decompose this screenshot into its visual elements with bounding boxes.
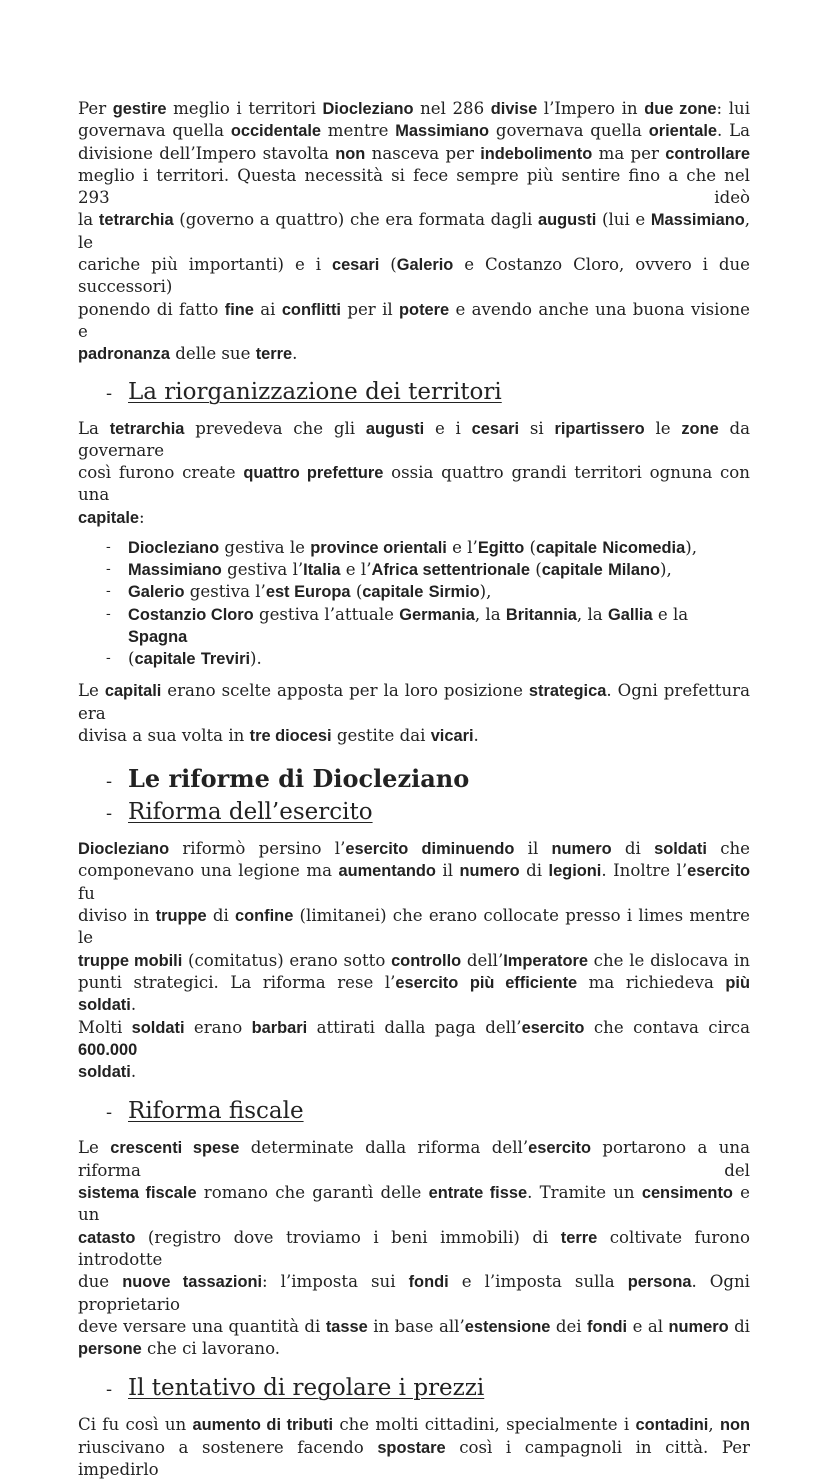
intro-paragraph (78, 98, 750, 366)
text-line: Ci fu così un aumento di tributi che molti cittadini, specialmente i contadini, non (78, 1415, 750, 1435)
text-line: Molti soldati erano barbari attirati dalla paga dell’esercito che contava circa 600.000 (78, 1017, 750, 1059)
text-line: governava quella occidentale mentre Massimiano governava quella orientale. La (78, 121, 750, 141)
list-item-text: (capitale Treviri). (128, 649, 262, 669)
prefetture-list (78, 537, 750, 670)
text-line: riuscivano a sostenere facendo spostare così i campagnoli in città. Per impedirlo (78, 1437, 750, 1479)
text-line: due nuove tassazioni: l’imposta sui fondi e l’imposta sulla persona. Ogni proprietario (78, 1272, 750, 1314)
list-item-text: Costanzio Cloro gestiva l’attuale Germania, la Britannia, la Gallia e la Spagna (128, 604, 689, 646)
heading-dash: - (106, 771, 113, 793)
heading-title: Riforma dell’esercito (128, 799, 373, 826)
text-line: sistema fiscale romano che garantì delle entrate fisse. Tramite un censimento e un (78, 1183, 750, 1225)
text-line: persone che ci lavorano. (78, 1339, 281, 1359)
list-item-text: Galerio gestiva l’est Europa (capitale Sirmio), (128, 582, 492, 602)
list-item-text: Massimiano gestiva l’Italia e l’Africa settentrionale (capitale Milano), (128, 560, 672, 580)
tetrarchia-paragraph (78, 418, 750, 529)
text-line: ponendo di fatto fine ai conflitti per il potere e avendo anche una buona visione e (78, 299, 750, 341)
bullet-dash: - (106, 650, 111, 667)
list-item (78, 559, 750, 581)
text-line: soldati. (78, 1062, 137, 1082)
heading-title: Riforma fiscale (128, 1098, 304, 1125)
text-line: componevano una legione ma aumentando il numero di legioni. Inoltre l’esercito fu (78, 861, 750, 903)
heading-dash: - (106, 803, 113, 825)
prezzi-paragraph (78, 1414, 750, 1481)
text-line: padronanza delle sue terre. (78, 344, 298, 364)
heading-title: Le riforme di Diocleziano (128, 764, 470, 794)
esercito-paragraph (78, 838, 750, 1083)
bullet-dash: - (106, 583, 111, 600)
text-line: così furono create quattro prefetture ossia quattro grandi territori ognuna con una (78, 463, 750, 505)
text-line: Diocleziano riformò persino l’esercito diminuendo il numero di soldati che (78, 839, 751, 859)
heading-fiscale (78, 1097, 750, 1127)
text-line: divisione dell’Impero stavolta non nasceva per indebolimento ma per controllare (78, 143, 750, 163)
text-line: Le crescenti spese determinate dalla riforma dell’esercito portarono a una riforma del (78, 1138, 750, 1180)
text-line: capitale: (78, 507, 145, 527)
text-line: truppe mobili (comitatus) erano sotto controllo dell’Imperatore che le dislocava in (78, 950, 750, 970)
heading-dash: - (106, 1379, 113, 1401)
text-line: catasto (registro dove troviamo i beni immobili) di terre coltivate furono introdotte (78, 1227, 750, 1269)
list-item (78, 648, 750, 670)
list-item (78, 581, 750, 603)
heading-dash: - (106, 1102, 113, 1124)
list-item (78, 604, 750, 648)
heading-dash: - (106, 382, 113, 404)
heading-prezzi (78, 1374, 750, 1404)
fiscale-paragraph (78, 1137, 750, 1360)
heading-title: Il tentativo di regolare i prezzi (128, 1375, 485, 1402)
text-line: punti strategici. La riforma rese l’esercito più efficiente ma richiedeva più soldati. (78, 972, 750, 1015)
bullet-dash: - (106, 539, 111, 556)
list-item-text: Diocleziano gestiva le province orientali e l’Egitto (capitale Nicomedia), (128, 538, 697, 558)
capitali-paragraph (78, 680, 750, 747)
text-line: La tetrarchia prevedeva che gli augusti e i cesari si ripartissero le zone da governare (78, 418, 751, 460)
heading-riforme (78, 765, 750, 796)
text-line: deve versare una quantità di tasse in base all’estensione dei fondi e al numero di (78, 1316, 750, 1336)
text-line: diviso in truppe di confine (limitanei) che erano collocate presso i limes mentre le (78, 906, 750, 948)
heading-riorganizzazione (78, 378, 750, 408)
text-line: cariche più importanti) e i cesari (Galerio e Costanzo Cloro, ovvero i due successori) (78, 255, 751, 297)
text-line: meglio i territori. Questa necessità si fece sempre più sentire fino a che nel 293 ideò (78, 165, 750, 208)
bullet-dash: - (106, 605, 111, 622)
text-line: divisa a sua volta in tre diocesi gestite dai vicari. (78, 725, 479, 745)
list-item (78, 537, 750, 559)
text-line: Per gestire meglio i territori Diocleziano nel 286 divise l’Impero in due zone: lui (78, 99, 750, 118)
text-line: Le capitali erano scelte apposta per la loro posizione strategica. Ogni prefettura era (78, 681, 750, 723)
bullet-dash: - (106, 561, 111, 578)
heading-title: La riorganizzazione dei territori (128, 378, 502, 405)
text-line: la tetrarchia (governo a quattro) che era formata dagli augusti (lui e Massimiano, le (78, 210, 750, 252)
heading-esercito (78, 798, 750, 828)
